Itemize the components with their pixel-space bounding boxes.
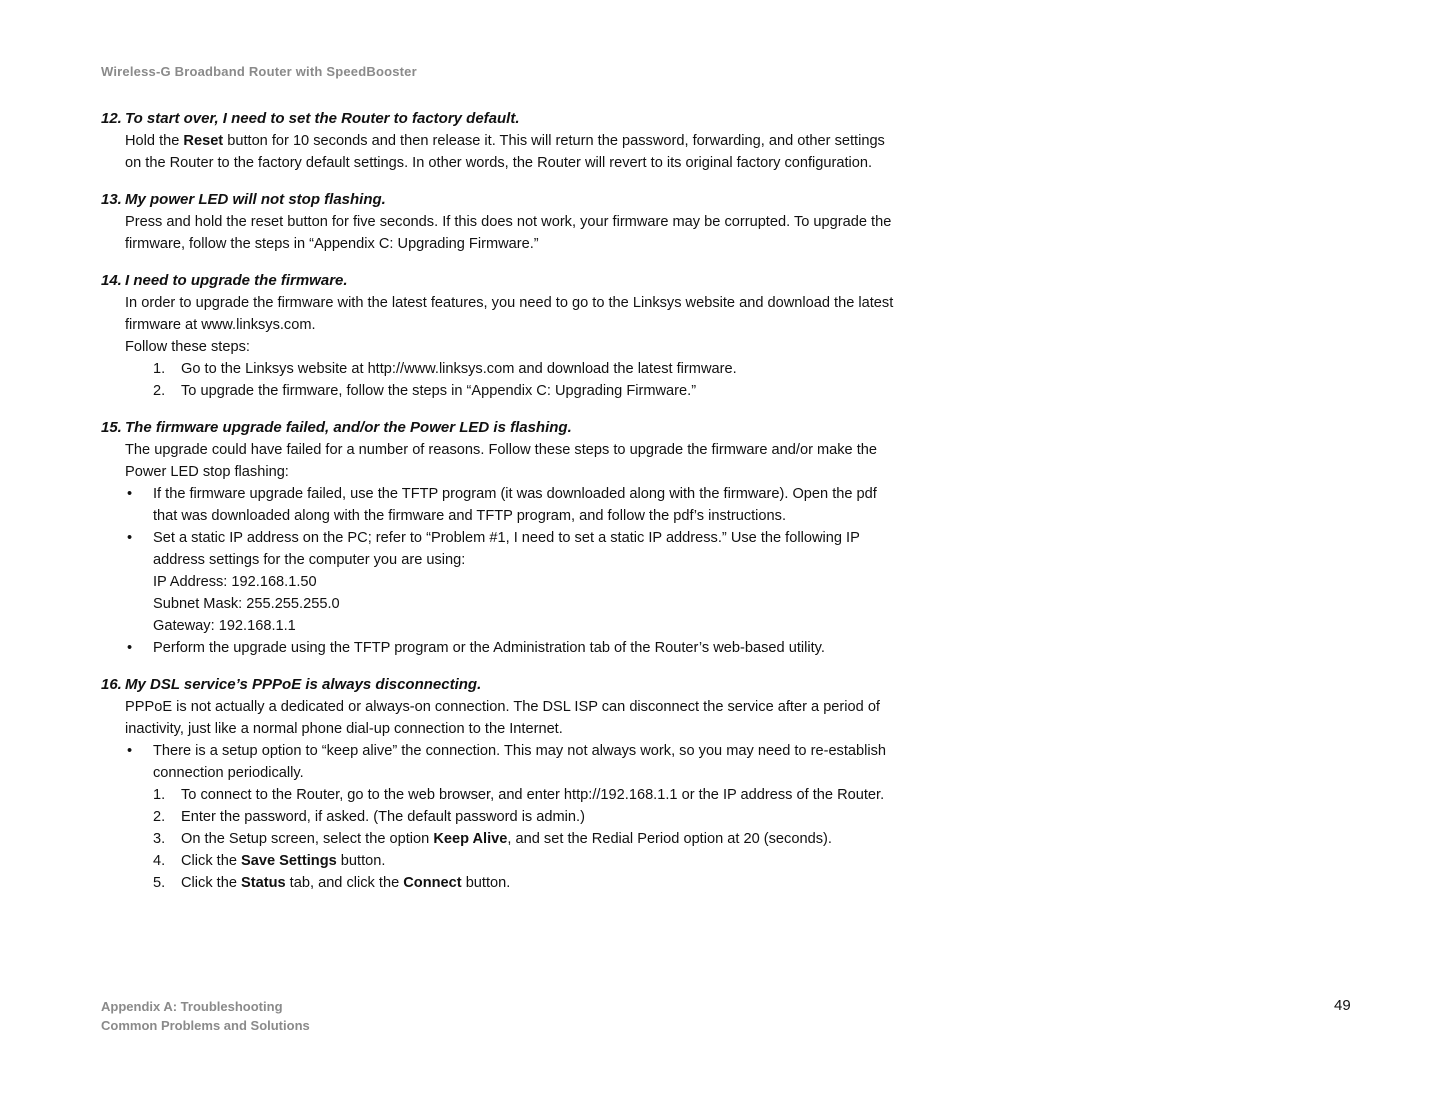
step-number: 4. bbox=[153, 853, 166, 869]
question-number: 12. bbox=[101, 110, 122, 127]
document-body bbox=[101, 108, 901, 894]
bullet-icon: • bbox=[127, 530, 133, 546]
text-run: button. bbox=[461, 875, 511, 891]
bold-term: Connect bbox=[403, 875, 462, 891]
question-title: To start over, I need to set the Router to factory default. bbox=[125, 110, 520, 127]
step-text: To upgrade the firmware, follow the steps in “Appendix C: Upgrading Firmware.” bbox=[181, 383, 697, 399]
bullet-text: Set a static IP address on the PC; refer to “Problem #1, I need to set a static IP address.” Use the following IP address settings for the computer you are using: bbox=[153, 530, 860, 568]
question-12-answer bbox=[125, 130, 901, 174]
text-run: Click the bbox=[181, 853, 242, 869]
question-title: My power LED will not stop flashing. bbox=[125, 191, 386, 208]
list-item bbox=[153, 828, 901, 850]
question-number: 16. bbox=[101, 676, 122, 693]
ip-address-setting: IP Address: 192.168.1.50 bbox=[153, 574, 317, 590]
question-number: 15. bbox=[101, 419, 122, 436]
footer-section: Appendix A: Troubleshooting bbox=[101, 999, 283, 1014]
subnet-mask-setting: Subnet Mask: 255.255.255.0 bbox=[153, 596, 340, 612]
step-number: 1. bbox=[153, 787, 166, 803]
list-item bbox=[153, 850, 901, 872]
step-number: 1. bbox=[153, 361, 166, 377]
page-number: 49 bbox=[1334, 997, 1351, 1014]
list-item bbox=[125, 483, 901, 527]
bullet-icon: • bbox=[127, 486, 133, 502]
question-number: 14. bbox=[101, 272, 122, 289]
step-number: 3. bbox=[153, 831, 166, 847]
list-item bbox=[153, 784, 901, 806]
step-text: Go to the Linksys website at http://www.linksys.com and download the latest firmware. bbox=[181, 361, 737, 377]
question-14-answer: In order to upgrade the firmware with the latest features, you need to go to the Linksys website and download the latest firmware at www.linksys.com. bbox=[125, 295, 894, 333]
question-14-heading bbox=[101, 270, 901, 292]
footer-subsection: Common Problems and Solutions bbox=[101, 1018, 310, 1033]
list-item bbox=[125, 380, 901, 402]
question-13-answer: Press and hold the reset button for five seconds. If this does not work, your firmware may be corrupted. To upgrade the firmware, follow the steps in “Appendix C: Upgrading Firmware.” bbox=[125, 214, 892, 252]
step-number: 2. bbox=[153, 383, 166, 399]
question-title: My DSL service’s PPPoE is always disconnecting. bbox=[125, 676, 482, 693]
question-16-heading bbox=[101, 674, 901, 696]
step-number: 2. bbox=[153, 809, 166, 825]
question-number: 13. bbox=[101, 191, 122, 208]
question-16-answer: PPPoE is not actually a dedicated or always-on connection. The DSL ISP can disconnect the service after a period of inactivity, just like a normal phone dial-up connection to the Internet. bbox=[125, 699, 880, 737]
bold-term: Status bbox=[241, 875, 286, 891]
page-footer bbox=[101, 997, 310, 1035]
bullet-icon: • bbox=[127, 743, 133, 759]
question-14-steps-intro: Follow these steps: bbox=[125, 339, 250, 355]
bold-term: Reset bbox=[183, 133, 224, 149]
bold-term: Keep Alive bbox=[433, 831, 508, 847]
text-run: button. bbox=[336, 853, 386, 869]
list-item bbox=[153, 806, 901, 828]
text-run: tab, and click the bbox=[285, 875, 404, 891]
bullet-text: If the firmware upgrade failed, use the TFTP program (it was downloaded along with the firmware). Open the pdf that was downloaded along with the firmware and TFTP program, and follow the pdf’s instructions. bbox=[153, 486, 877, 524]
text-run: Hold the bbox=[125, 133, 184, 149]
list-item bbox=[153, 872, 901, 894]
running-head: Wireless-G Broadband Router with SpeedBooster bbox=[101, 64, 417, 79]
question-16-steps bbox=[153, 784, 901, 894]
question-15-bullets bbox=[125, 483, 901, 659]
bullet-icon: • bbox=[127, 640, 133, 656]
text-run: Click the bbox=[181, 875, 242, 891]
question-16-bullets bbox=[125, 740, 901, 894]
question-15-answer: The upgrade could have failed for a number of reasons. Follow these steps to upgrade the firmware and/or make the Power LED stop flashing: bbox=[125, 442, 878, 480]
list-item bbox=[125, 740, 901, 894]
question-13-heading bbox=[101, 189, 901, 211]
list-item bbox=[125, 527, 901, 637]
step-text: To connect to the Router, go to the web browser, and enter http://192.168.1.1 or the IP address of the Router. bbox=[181, 787, 885, 803]
bold-term: Save Settings bbox=[241, 853, 337, 869]
step-number: 5. bbox=[153, 875, 166, 891]
list-item bbox=[125, 358, 901, 380]
text-run: On the Setup screen, select the option bbox=[181, 831, 434, 847]
step-text: Enter the password, if asked. (The default password is admin.) bbox=[181, 809, 585, 825]
bullet-text: Perform the upgrade using the TFTP program or the Administration tab of the Router’s web-based utility. bbox=[153, 640, 825, 656]
text-run: , and set the Redial Period option at 20 (seconds). bbox=[507, 831, 832, 847]
question-title: The firmware upgrade failed, and/or the Power LED is flashing. bbox=[125, 419, 572, 436]
bullet-text: There is a setup option to “keep alive” the connection. This may not always work, so you may need to re-establish connection periodically. bbox=[153, 743, 887, 781]
question-15-heading bbox=[101, 417, 901, 439]
gateway-setting: Gateway: 192.168.1.1 bbox=[153, 618, 296, 634]
list-item bbox=[125, 637, 901, 659]
question-title: I need to upgrade the firmware. bbox=[125, 272, 348, 289]
question-12-heading bbox=[101, 108, 901, 130]
question-14-steps bbox=[125, 358, 901, 402]
text-run: button for 10 seconds and then release it. This will return the password, forwarding, and other settings on the Router to the factory default settings. In other words, the Router will revert to its original factory configuration. bbox=[125, 133, 885, 171]
